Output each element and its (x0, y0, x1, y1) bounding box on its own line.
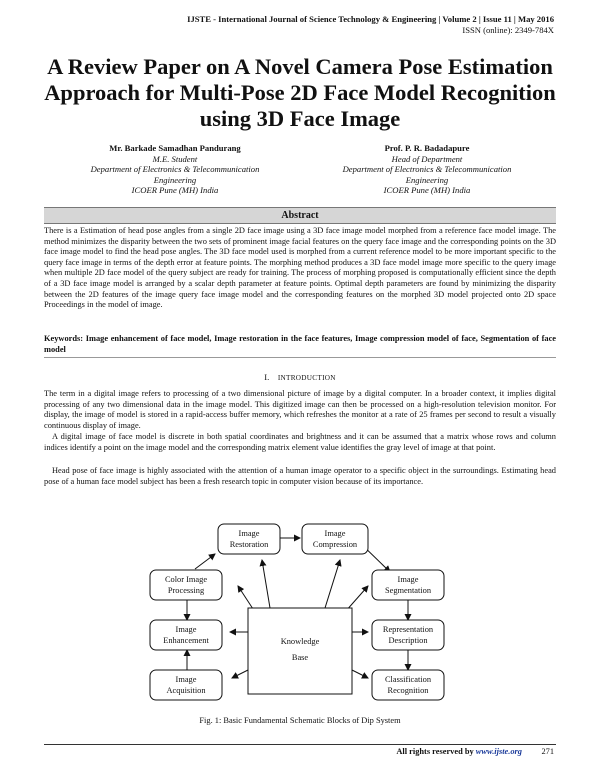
section-heading (44, 372, 556, 382)
color-l1: Color Image (164, 575, 208, 584)
author-inst: ICOER Pune (MH) India (383, 185, 471, 196)
abstract-heading: Abstract (44, 207, 556, 224)
compression-l2: Compression (312, 540, 358, 549)
segmentation-l2: Segmentation (384, 586, 432, 595)
box-knowledge-base (248, 608, 352, 694)
representation-l1: Representation (382, 625, 434, 634)
site-link[interactable]: www.ijste.org (475, 747, 522, 756)
author-dept: Department of Electronics & Telecommunication Engineering (90, 164, 260, 185)
acquisition-l2: Acquisition (166, 686, 206, 695)
classification-l2: Recognition (387, 686, 429, 695)
intro-paragraph-3: Head pose of face image is highly associated with the attention of a human image operator to a specific object in the surroundings. Estimating head pose of a human face model subject has been a fresh research topic in computer vision because of its importance. (44, 466, 556, 486)
color-l2: Processing (167, 586, 205, 595)
segmentation-l1: Image (397, 575, 419, 584)
author-name: Prof. P. R. Badadapure (384, 143, 470, 153)
enhancement-l2: Enhancement (163, 636, 209, 645)
author-inst: ICOER Pune (MH) India (131, 185, 219, 196)
divider (44, 357, 556, 358)
keywords-text: Image enhancement of face model, Image restoration in the face features, Image compression model of face, Segmentation of face model (44, 334, 557, 354)
intro-paragraph-2: A digital image of face model is discrete in both spatial coordinates and brightness and it can be assumed that a matrix whose rows and column indices identify a point on the image model and the corresponding matrix element value identifies the gray level of image at that point. (44, 432, 556, 452)
journal-header: IJSTE - International Journal of Science Technology & Engineering | Volume 2 | Issue 11 | May 2016 (187, 14, 554, 24)
rights-text: All rights reserved by (396, 747, 474, 756)
footer-rule (44, 744, 556, 745)
intro-paragraph-1: The term in a digital image refers to processing of a two dimensional picture of image by a digital computer. In a broader context, it implies digital processing of any two dimensional data in the image model. This digitized image can then be processed on a high-resolution television monitor. For display, the image of model is stored in a rapid-access buffer memory, which refreshes the monitor at a rate of 25 frames per second to result a visually continuous display of image. (44, 389, 556, 430)
abstract-text: There is a Estimation of head pose angles from a single 2D face image using a 3D face image model morphed from a reference face model image. The method minimizes the disparity between the two sets of prominent image facial features on the query face image and the corresponding points on the 3D face image model to find the head pose angles. The 3D face model used is morphed from a current reference model to be more important specific to the query face image in terms of the depth error at feature points. The morphing method produces a 3D face model image more specific to the query image when multiple 2D face model of the query subject are ready for training. The process of morphing proposed is computationally efficient since the depth of a 3D face image model is arranged by a scalar depth parameter at feature points. Optimal depth parameters are found by minimizing the disparity between the 2D features of the image query face image model and the corresponding features on the morphed 3D model projected onto 2D space Proceedings in the model of image. (44, 226, 556, 310)
author-role: M.E. Student (152, 153, 198, 164)
figure-caption: Fig. 1: Basic Fundamental Schematic Blocks of Dip System (199, 716, 401, 725)
author-name: Mr. Barkade Samadhan Pandurang (109, 143, 241, 153)
representation-l2: Description (388, 636, 428, 645)
footer-rights (396, 747, 522, 756)
dip-block-diagram (140, 520, 460, 712)
knowledge-l2: Base (291, 653, 309, 662)
author-2 (312, 143, 542, 196)
page-number: 271 (541, 747, 554, 756)
keywords-label: Keywords: (44, 334, 84, 343)
issn: ISSN (online): 2349-784X (462, 25, 554, 35)
author-dept: Department of Electronics & Telecommunication Engineering (342, 164, 512, 185)
paper-title: A Review Paper on A Novel Camera Pose Estimation Approach for Multi-Pose 2D Face Model Recognition using 3D Face Image (44, 54, 556, 131)
author-role: Head of Department (391, 153, 463, 164)
keywords (44, 334, 556, 355)
classification-l1: Classification (384, 675, 432, 684)
restoration-l1: Image (238, 529, 260, 538)
author-1 (60, 143, 290, 196)
restoration-l2: Restoration (229, 540, 269, 549)
acquisition-l1: Image (175, 675, 197, 684)
section-number: I. (264, 372, 270, 382)
knowledge-l1: Knowledge (280, 637, 320, 646)
enhancement-l1: Image (175, 625, 197, 634)
compression-l1: Image (324, 529, 346, 538)
section-title: INTRODUCTION (277, 374, 336, 382)
